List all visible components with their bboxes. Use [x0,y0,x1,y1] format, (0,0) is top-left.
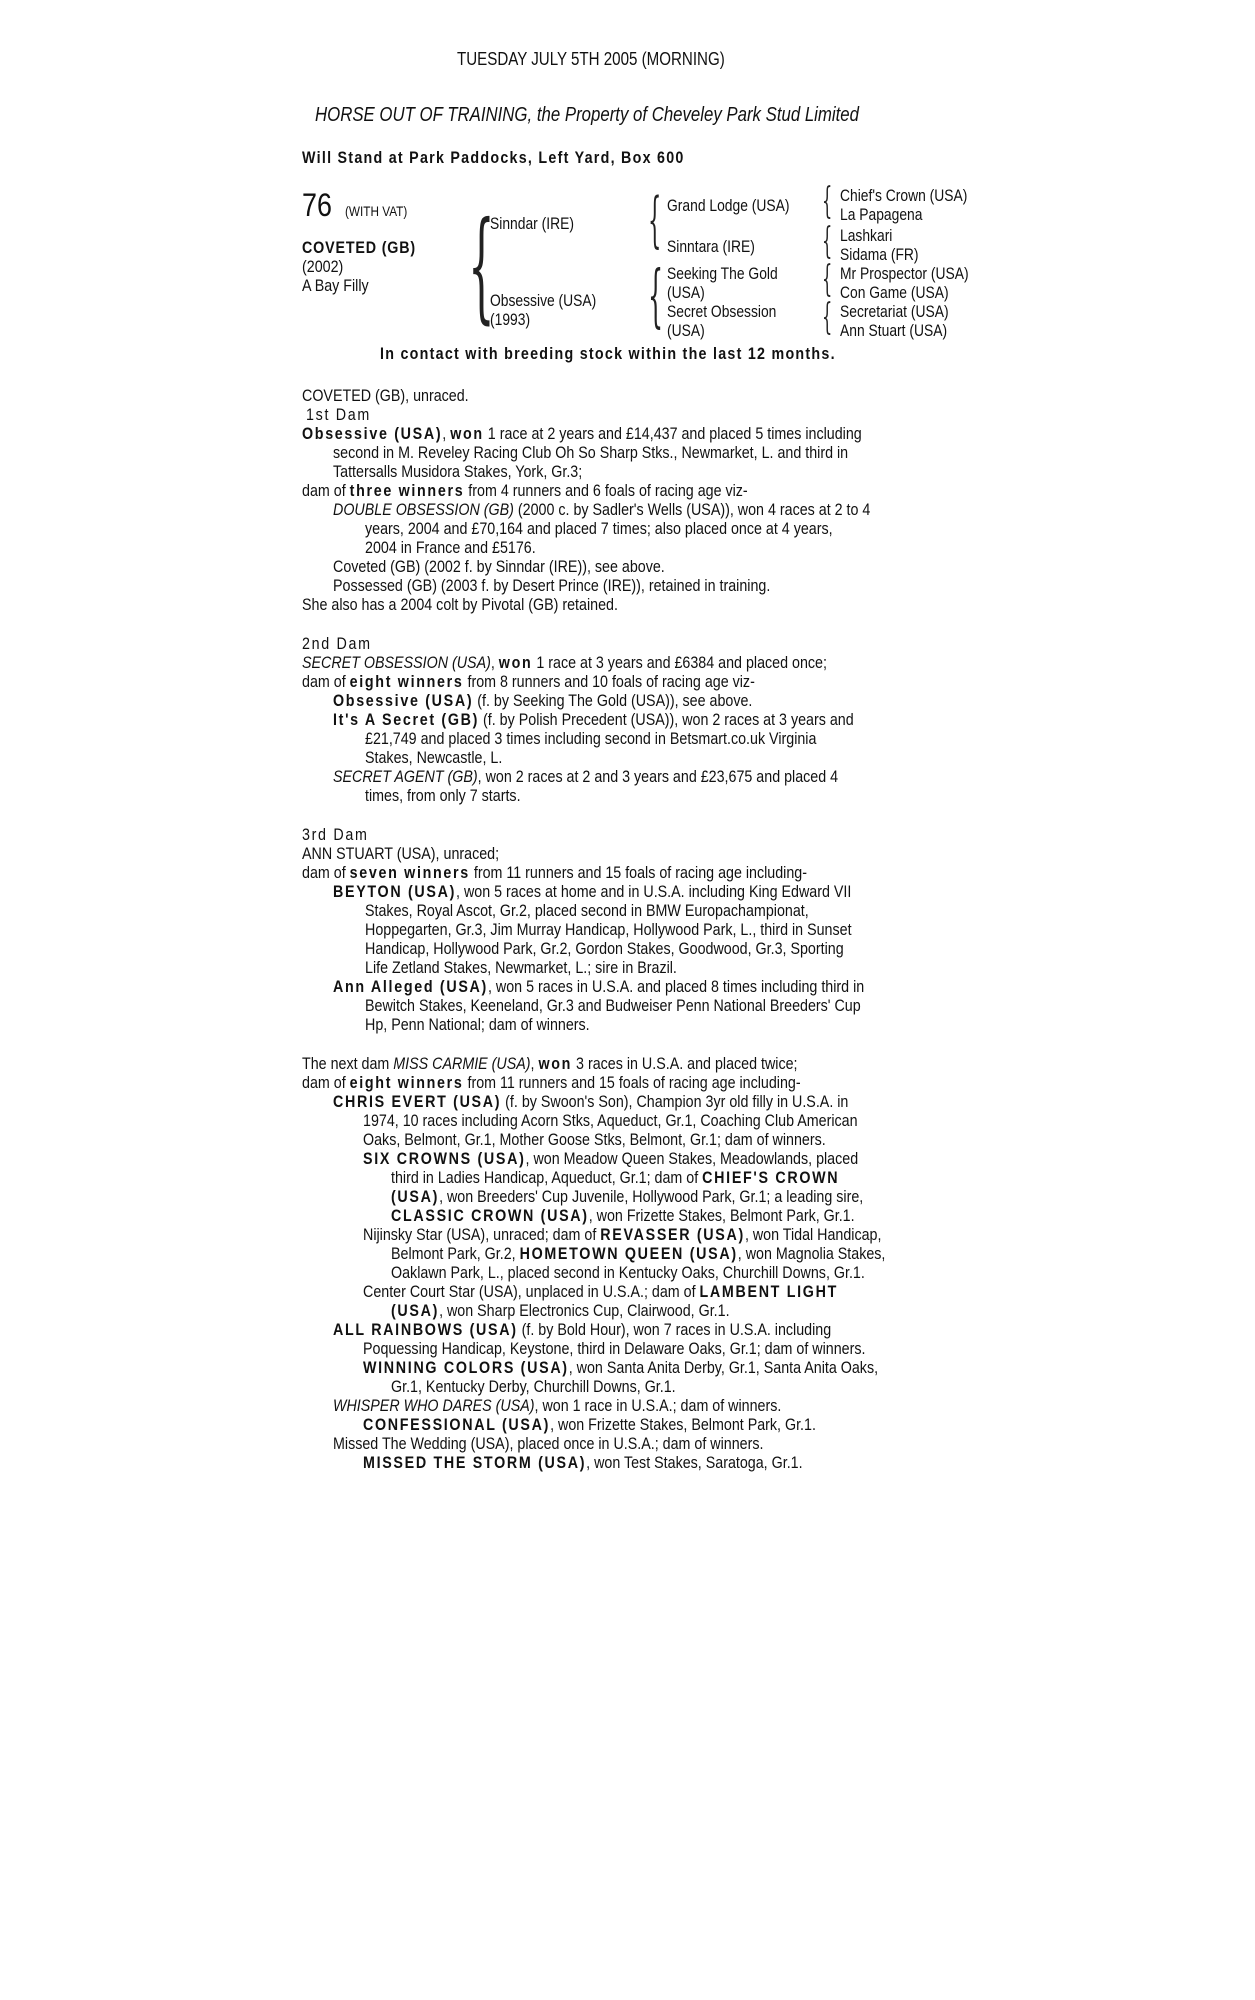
body-line: CHRIS EVERT (USA) (f. by Swoon's Son), Champion 3yr old filly in U.S.A. in [333,1092,849,1111]
body-line: third in Ladies Handicap, Aqueduct, Gr.1; dam of CHIEF'S CROWN [391,1168,840,1187]
body-line: MISSED THE STORM (USA), won Test Stakes, Saratoga, Gr.1. [363,1453,803,1472]
body-line: It's A Secret (GB) (f. by Polish Precedent (USA)), won 2 races at 3 years and [333,710,854,729]
pedigree-brace-ss: { [822,181,833,222]
pedigree-brace-sd: { [822,221,833,262]
body-line: BEYTON (USA), won 5 races at home and in U.S.A. including King Edward VII [333,882,852,901]
body-line: Stakes, Royal Ascot, Gr.2, placed second in BMW Europachampionat, [365,901,809,920]
body-line: years, 2004 and £70,164 and placed 7 times; also placed once at 4 years, [365,519,833,538]
pedigree-dam-dam-1: Secret Obsession [667,303,777,321]
body-line: The next dam MISS CARMIE (USA), won 3 races in U.S.A. and placed twice; [302,1054,798,1073]
body-line: dam of seven winners from 11 runners and 15 foals of racing age including- [302,863,807,882]
body-line: Tattersalls Musidora Stakes, York, Gr.3; [333,462,583,481]
body-line: Possessed (GB) (2003 f. by Desert Prince (IRE)), retained in training. [333,576,771,595]
body-line: COVETED (GB), unraced. [302,386,469,405]
pedigree-ssd: La Papagena [840,206,923,224]
lot-number: 76 [302,187,332,223]
body-line: Ann Alleged (USA), won 5 races in U.S.A. and placed 8 times including third in [333,977,865,996]
body-line: (USA), won Sharp Electronics Cup, Clairwood, Gr.1. [391,1301,730,1320]
pedigree-brace-main: { [468,197,495,336]
pedigree-sds: Lashkari [840,227,893,245]
pedigree-dam-sire-2: (USA) [667,284,705,302]
pedigree-sss: Chief's Crown (USA) [840,187,968,205]
pedigree-dam: Obsessive (USA) [490,292,597,310]
body-line: 2004 in France and £5176. [365,538,536,557]
pedigree-dss: Mr Prospector (USA) [840,265,969,283]
body-line: Bewitch Stakes, Keeneland, Gr.3 and Budweiser Penn National Breeders' Cup [365,996,861,1015]
body-line: dam of eight winners from 11 runners and 15 foals of racing age including- [302,1073,801,1092]
pedigree-brace-sire: { [648,185,662,255]
body-line: 1974, 10 races including Acorn Stks, Aqueduct, Gr.1, Coaching Club American [363,1111,858,1130]
body-line: dam of eight winners from 8 runners and 10 foals of racing age viz- [302,672,755,691]
body-line: Life Zetland Stakes, Newmarket, L.; sire in Brazil. [365,958,677,977]
body-line: CONFESSIONAL (USA), won Frizette Stakes, Belmont Park, Gr.1. [363,1415,816,1434]
stabling-location: Will Stand at Park Paddocks, Left Yard, Box 600 [302,148,685,167]
lot-subtitle: HORSE OUT OF TRAINING, the Property of Cheveley Park Stud Limited [315,104,860,126]
horse-name: COVETED (GB) [302,238,417,257]
body-line: SIX CROWNS (USA), won Meadow Queen Stakes, Meadowlands, placed [363,1149,859,1168]
body-line: Hp, Penn National; dam of winners. [365,1015,590,1034]
body-line: dam of three winners from 4 runners and 6 foals of racing age viz- [302,481,748,500]
body-line: (USA), won Breeders' Cup Juvenile, Hollywood Park, Gr.1; a leading sire, [391,1187,864,1206]
body-line: She also has a 2004 colt by Pivotal (GB) retained. [302,595,618,614]
sale-date: TUESDAY JULY 5TH 2005 (MORNING) [457,49,725,69]
pedigree-sire: Sinndar (IRE) [490,215,574,233]
contact-note: In contact with breeding stock within the last 12 months. [380,344,836,363]
body-line: Coveted (GB) (2002 f. by Sinndar (IRE)), see above. [333,557,665,576]
body-line: Obsessive (USA), won 1 race at 2 years and £14,437 and placed 5 times including [302,424,862,443]
body-line: Gr.1, Kentucky Derby, Churchill Downs, Gr.1. [391,1377,676,1396]
pedigree-sire-dam: Sinntara (IRE) [667,238,755,256]
vat-note: (WITH VAT) [345,203,408,219]
pedigree-ddd: Ann Stuart (USA) [840,322,948,340]
body-line: Missed The Wedding (USA), placed once in U.S.A.; dam of winners. [333,1434,764,1453]
body-line: Poquessing Handicap, Keystone, third in Delaware Oaks, Gr.1; dam of winners. [363,1339,866,1358]
body-line: Nijinsky Star (USA), unraced; dam of REVASSER (USA), won Tidal Handicap, [363,1225,882,1244]
pedigree-brace-ds: { [822,259,833,300]
horse-description: A Bay Filly [302,276,369,295]
body-line: Belmont Park, Gr.2, HOMETOWN QUEEN (USA), won Magnolia Stakes, [391,1244,886,1263]
body-line: WINNING COLORS (USA), won Santa Anita Derby, Gr.1, Santa Anita Oaks, [363,1358,879,1377]
body-line: Obsessive (USA) (f. by Seeking The Gold (USA)), see above. [333,691,753,710]
pedigree-dam-sire-1: Seeking The Gold [667,265,778,283]
body-line: Stakes, Newcastle, L. [365,748,503,767]
section-heading-second-dam: 2nd Dam [302,634,372,653]
pedigree-dds: Secretariat (USA) [840,303,949,321]
body-line: DOUBLE OBSESSION (GB) (2000 c. by Sadler's Wells (USA)), won 4 races at 2 to 4 [333,500,871,519]
body-line: Handicap, Hollywood Park, Gr.2, Gordon Stakes, Goodwood, Gr.3, Sporting [365,939,844,958]
body-line: Center Court Star (USA), unplaced in U.S.A.; dam of LAMBENT LIGHT [363,1282,838,1301]
body-line: CLASSIC CROWN (USA), won Frizette Stakes, Belmont Park, Gr.1. [391,1206,855,1225]
pedigree-brace-dd: { [822,297,833,338]
body-line: SECRET AGENT (GB), won 2 races at 2 and 3 years and £23,675 and placed 4 [333,767,839,786]
pedigree-dsd: Con Game (USA) [840,284,949,302]
body-line: Oaks, Belmont, Gr.1, Mother Goose Stks, Belmont, Gr.1; dam of winners. [363,1130,826,1149]
body-line: ALL RAINBOWS (USA) (f. by Bold Hour), won 7 races in U.S.A. including [333,1320,832,1339]
pedigree-dam-year: (1993) [490,311,531,329]
body-line: WHISPER WHO DARES (USA), won 1 race in U.S.A.; dam of winners. [333,1396,782,1415]
body-line: times, from only 7 starts. [365,786,521,805]
section-heading-first-dam: 1st Dam [306,405,371,424]
body-line: Oaklawn Park, L., placed second in Kentucky Oaks, Churchill Downs, Gr.1. [391,1263,865,1282]
foaling-year: (2002) [302,257,344,276]
body-line: ANN STUART (USA), unraced; [302,844,500,863]
body-line: second in M. Reveley Racing Club Oh So Sharp Stks., Newmarket, L. and third in [333,443,849,462]
body-line: SECRET OBSESSION (USA), won 1 race at 3 years and £6384 and placed once; [302,653,827,672]
pedigree-sire-sire: Grand Lodge (USA) [667,197,790,215]
pedigree-dam-dam-2: (USA) [667,322,705,340]
section-heading-third-dam: 3rd Dam [302,825,369,844]
body-line: £21,749 and placed 3 times including second in Betsmart.co.uk Virginia [365,729,817,748]
pedigree-brace-dam: { [648,257,664,336]
body-line: Hoppegarten, Gr.3, Jim Murray Handicap, Hollywood Park, L., third in Sunset [365,920,852,939]
pedigree-sdd: Sidama (FR) [840,246,919,264]
